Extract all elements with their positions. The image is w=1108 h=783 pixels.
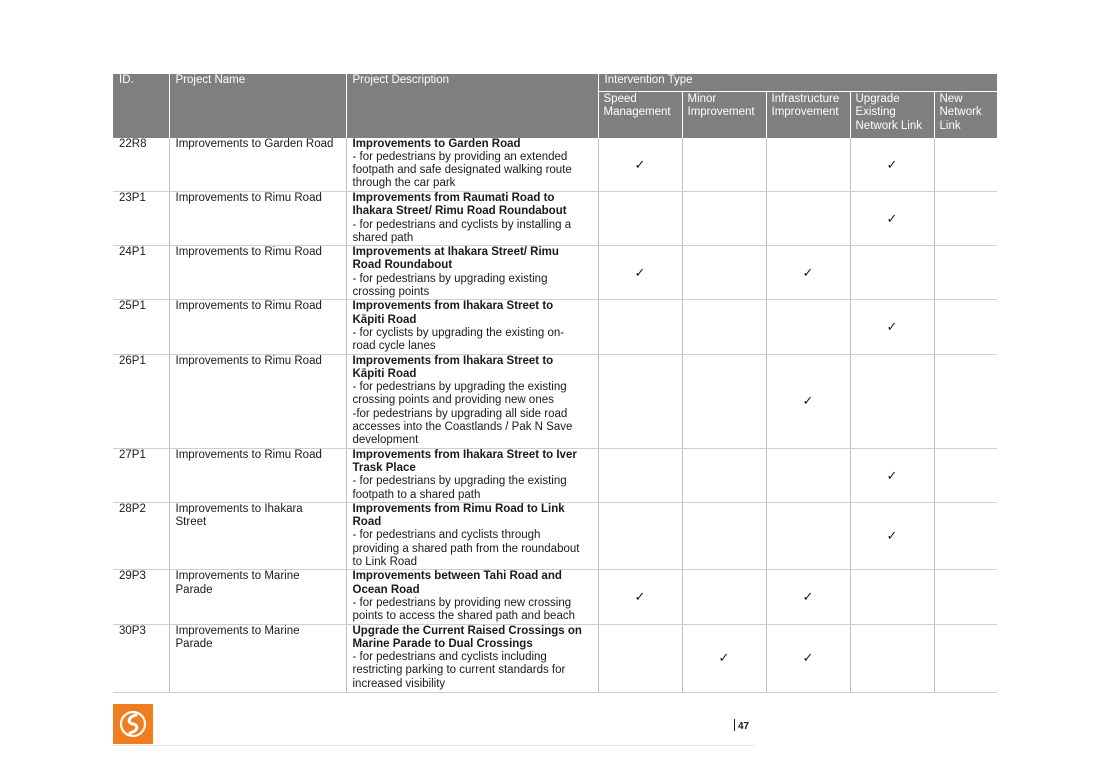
project-id: 29P3 [113, 570, 169, 624]
project-id: 26P1 [113, 354, 169, 448]
project-name-line: Improvements to Rimu Road [175, 246, 322, 259]
description-line: footpath to a shared path [352, 488, 481, 501]
intervention-cell-speed-management [598, 246, 682, 300]
table-row [113, 354, 997, 448]
description-line: -for pedestrians by upgrading all side road [352, 407, 568, 420]
description-title-line: Improvements from Ihakara Street to Iver [352, 448, 577, 461]
project-name [169, 502, 346, 569]
description-line: footpath and safe designated walking route [352, 164, 572, 177]
project-name [169, 138, 346, 192]
check-mark-icon: ✓ [634, 589, 646, 605]
table-row [113, 448, 997, 502]
description-line: - for pedestrians by upgrading existing [352, 272, 548, 285]
intervention-cell-speed-management [598, 300, 682, 354]
intervention-cell-infrastructure-improvement [766, 300, 850, 354]
description-title-line: Upgrade the Current Raised Crossings on [352, 624, 582, 637]
check-mark-icon: ✓ [802, 393, 814, 409]
description-line: crossing points [352, 286, 430, 299]
header-label-line: Upgrade [855, 93, 900, 105]
check-mark-icon: ✓ [886, 319, 898, 335]
check-mark-icon: ✓ [886, 528, 898, 544]
description-title-line: Road Roundabout [352, 259, 453, 272]
project-name-line: Improvements to Rimu Road [175, 300, 322, 313]
header-project-description: Project Description [346, 74, 598, 138]
description-line: shared path [352, 231, 414, 244]
header-label-line: Minor [687, 93, 717, 105]
intervention-cell-new-network-link [934, 192, 997, 246]
intervention-cell-upgrade-existing-network-link [850, 246, 934, 300]
description-title-line: Trask Place [352, 461, 416, 474]
intervention-cell-minor-improvement [682, 502, 766, 569]
project-description [346, 448, 598, 502]
intervention-cell-new-network-link [934, 624, 997, 692]
project-id: 23P1 [113, 192, 169, 246]
intervention-cell-speed-management [598, 138, 682, 192]
intervention-cell-minor-improvement [682, 300, 766, 354]
description-line: accesses into the Coastlands / Pak N Save [352, 421, 573, 434]
intervention-cell-new-network-link [934, 570, 997, 624]
logo-swirl-icon [113, 704, 153, 744]
check-mark-icon: ✓ [634, 265, 646, 281]
project-id: 27P1 [113, 448, 169, 502]
project-id: 25P1 [113, 300, 169, 354]
header-label-line: Network [939, 106, 982, 119]
description-line: crossing points and providing new ones [352, 394, 554, 407]
intervention-cell-minor-improvement [682, 354, 766, 448]
intervention-cell-upgrade-existing-network-link [850, 502, 934, 569]
header-label-line: Network Link [855, 119, 922, 132]
project-name [169, 192, 346, 246]
company-logo [113, 704, 153, 744]
project-name-line: Improvements to Marine [175, 570, 300, 583]
page-number [734, 719, 749, 732]
intervention-cell-minor-improvement [682, 624, 766, 692]
description-title-line: Kāpiti Road [352, 313, 417, 326]
header-upgrade-existing-network-link [850, 92, 934, 138]
description-title-line: Ihakara Street/ Rimu Road Roundabout [352, 205, 567, 218]
description-line: points to access the shared path and beach [352, 610, 575, 623]
header-minor-improvement [682, 92, 766, 138]
table-row [113, 624, 997, 692]
intervention-cell-new-network-link [934, 246, 997, 300]
description-line: - for pedestrians and cyclists including [352, 651, 547, 664]
description-title-line: Improvements from Ihakara Street to [352, 354, 554, 367]
intervention-cell-infrastructure-improvement [766, 624, 850, 692]
description-title-line: Road [352, 516, 382, 529]
intervention-cell-speed-management [598, 502, 682, 569]
project-id: 30P3 [113, 624, 169, 692]
project-name-line: Improvements to Ihakara [175, 502, 303, 515]
table-row [113, 246, 997, 300]
intervention-cell-infrastructure-improvement [766, 138, 850, 192]
table-header [113, 74, 997, 138]
project-description [346, 502, 598, 569]
description-line: restricting parking to current standards for [352, 664, 566, 677]
header-label-line: Management [603, 106, 671, 119]
intervention-cell-minor-improvement [682, 138, 766, 192]
description-title-line: Marine Parade to Dual Crossings [352, 637, 533, 650]
page-number-divider [734, 719, 735, 731]
header-label-line: Link [939, 119, 961, 132]
description-line: - for cyclists by upgrading the existing on- [352, 326, 565, 339]
header-label-line: New [939, 93, 963, 105]
project-description [346, 354, 598, 448]
description-line: - for pedestrians by upgrading the existing [352, 381, 567, 394]
intervention-cell-minor-improvement [682, 448, 766, 502]
footer-rule [113, 745, 755, 746]
header-id: ID. [113, 74, 169, 138]
check-mark-icon: ✓ [634, 156, 646, 172]
project-description [346, 246, 598, 300]
intervention-cell-upgrade-existing-network-link [850, 448, 934, 502]
header-new-network-link [934, 92, 997, 138]
intervention-cell-minor-improvement [682, 570, 766, 624]
table-body [113, 138, 997, 693]
check-mark-icon: ✓ [886, 467, 898, 483]
intervention-cell-speed-management [598, 192, 682, 246]
header-intervention-type: Intervention Type [598, 74, 997, 92]
description-title-line: Improvements to Garden Road [352, 137, 521, 150]
description-title-line: Ocean Road [352, 583, 420, 596]
project-name-line: Improvements to Rimu Road [175, 192, 322, 204]
intervention-cell-infrastructure-improvement [766, 246, 850, 300]
table-row [113, 192, 997, 246]
header-label-line: Improvement [771, 106, 839, 119]
intervention-cell-new-network-link [934, 448, 997, 502]
project-description [346, 192, 598, 246]
project-name-line: Improvements to Garden Road [175, 137, 334, 150]
header-label-line: Speed [603, 93, 637, 105]
intervention-cell-upgrade-existing-network-link [850, 624, 934, 692]
description-line: development [352, 434, 419, 447]
intervention-cell-speed-management [598, 354, 682, 448]
description-line: - for pedestrians by providing an extended [352, 150, 568, 163]
description-line: - for pedestrians and cyclists by installing a [352, 218, 572, 231]
project-name-line: Street [175, 516, 207, 529]
check-mark-icon: ✓ [886, 210, 898, 226]
intervention-cell-speed-management [598, 570, 682, 624]
project-name-line: Improvements to Rimu Road [175, 448, 322, 461]
project-description [346, 570, 598, 624]
project-name-line: Parade [175, 583, 213, 596]
project-description [346, 138, 598, 192]
table-row [113, 570, 997, 624]
project-id: 22R8 [113, 138, 169, 192]
header-label-line: Improvement [687, 106, 755, 119]
intervention-cell-speed-management [598, 448, 682, 502]
project-name [169, 354, 346, 448]
project-name [169, 448, 346, 502]
header-label-line: Existing [855, 106, 896, 119]
header-label-line: Infrastructure [771, 93, 840, 105]
description-line: providing a shared path from the roundabout [352, 542, 580, 555]
description-title-line: Improvements from Rimu Road to Link [352, 502, 565, 515]
intervention-cell-upgrade-existing-network-link [850, 138, 934, 192]
intervention-cell-upgrade-existing-network-link [850, 192, 934, 246]
description-line: through the car park [352, 177, 456, 190]
intervention-cell-upgrade-existing-network-link [850, 300, 934, 354]
intervention-cell-speed-management [598, 624, 682, 692]
header-infrastructure-improvement [766, 92, 850, 138]
project-id: 24P1 [113, 246, 169, 300]
check-mark-icon: ✓ [802, 650, 814, 666]
header-project-name: Project Name [169, 74, 346, 138]
intervention-cell-new-network-link [934, 502, 997, 569]
intervention-cell-new-network-link [934, 354, 997, 448]
check-mark-icon: ✓ [718, 650, 730, 666]
check-mark-icon: ✓ [802, 589, 814, 605]
description-line: to Link Road [352, 556, 418, 569]
description-line: - for pedestrians by upgrading the existing [352, 475, 567, 488]
description-title-line: Improvements from Ihakara Street to [352, 300, 554, 313]
description-title-line: Improvements at Ihakara Street/ Rimu [352, 246, 559, 259]
header-speed-management [598, 92, 682, 138]
projects-table [113, 74, 997, 693]
intervention-cell-infrastructure-improvement [766, 192, 850, 246]
intervention-cell-infrastructure-improvement [766, 570, 850, 624]
project-description [346, 300, 598, 354]
description-title-line: Kāpiti Road [352, 367, 417, 380]
project-id: 28P2 [113, 502, 169, 569]
project-name-line: Parade [175, 637, 213, 650]
check-mark-icon: ✓ [886, 156, 898, 172]
intervention-cell-infrastructure-improvement [766, 354, 850, 448]
table-row [113, 138, 997, 192]
table-row [113, 502, 997, 569]
intervention-cell-infrastructure-improvement [766, 502, 850, 569]
project-name-line: Improvements to Marine [175, 624, 300, 637]
intervention-cell-upgrade-existing-network-link [850, 354, 934, 448]
intervention-cell-minor-improvement [682, 192, 766, 246]
table-row [113, 300, 997, 354]
intervention-cell-infrastructure-improvement [766, 448, 850, 502]
project-name [169, 300, 346, 354]
intervention-cell-minor-improvement [682, 246, 766, 300]
description-line: - for pedestrians and cyclists through [352, 529, 541, 542]
page-number-value: 47 [738, 721, 750, 732]
intervention-cell-new-network-link [934, 300, 997, 354]
description-line: increased visibility [352, 677, 446, 690]
intervention-cell-upgrade-existing-network-link [850, 570, 934, 624]
description-line: road cycle lanes [352, 340, 436, 353]
project-name [169, 624, 346, 692]
project-name-line: Improvements to Rimu Road [175, 354, 322, 367]
description-title-line: Improvements between Tahi Road and [352, 570, 562, 583]
project-name [169, 570, 346, 624]
project-name [169, 246, 346, 300]
project-description [346, 624, 598, 692]
description-title-line: Improvements from Raumati Road to [352, 192, 555, 204]
description-line: - for pedestrians by providing new crossing [352, 596, 572, 609]
check-mark-icon: ✓ [802, 265, 814, 281]
intervention-cell-new-network-link [934, 138, 997, 192]
